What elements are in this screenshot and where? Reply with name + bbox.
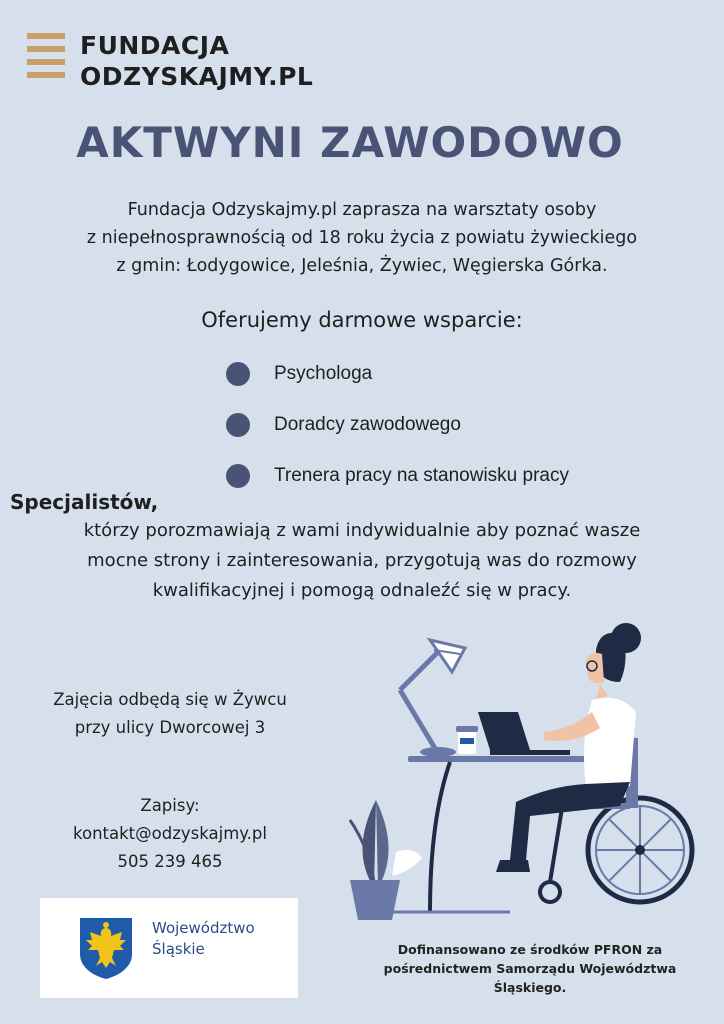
funding-line-3: Śląskiego. (493, 980, 567, 995)
contact-email[interactable]: kontakt@odzyskajmy.pl (73, 824, 267, 843)
specialists-line-3: kwalifikacyjnej i pomogą odnaleźć się w pracy. (152, 580, 572, 601)
specialists-heading: Specjalistów, (10, 490, 159, 514)
region-logo-box (40, 898, 298, 998)
support-item-label: Trenera pracy na stanowisku pracy (274, 465, 569, 486)
support-item-label: Psychologa (274, 363, 373, 384)
specialists-line-2: mocne strony i zainteresowania, przygotują was do rozmowy (87, 550, 637, 571)
intro-line-3: z gmin: Łodygowice, Jeleśnia, Żywiec, Węgierska Górka. (116, 256, 608, 276)
support-item-psychologist (226, 361, 372, 387)
contact-info (20, 792, 320, 876)
region-line-1: Województwo (152, 919, 255, 937)
eagle-crest-icon (78, 916, 134, 980)
venue-line-2: przy ulicy Dworcowej 3 (74, 718, 266, 737)
specialists-paragraph (20, 516, 704, 606)
logo-text (80, 30, 313, 92)
logo-line-2: ODZYSKAJMY.PL (80, 62, 314, 91)
contact-phone[interactable]: 505 239 465 (117, 852, 223, 871)
offer-heading: Oferujemy darmowe wsparcie: (201, 308, 523, 332)
funding-line-1: Dofinansowano ze środków PFRON za (397, 942, 663, 957)
intro-line-2: z niepełnosprawnością od 18 roku życia z powiatu żywieckiego (86, 228, 638, 248)
venue-info (20, 686, 320, 742)
venue-line-1: Zajęcia odbędą się w Żywcu (53, 690, 287, 709)
funding-note (360, 940, 700, 997)
page-title: AKTWYNI ZAWODOWO (76, 118, 624, 167)
logo-line-1: FUNDACJA (80, 31, 230, 60)
wheelchair-worker-illustration (330, 620, 710, 920)
desk-lamp-icon (400, 640, 465, 757)
intro-paragraph (20, 196, 704, 280)
contact-label: Zapisy: (140, 796, 200, 815)
specialists-line-1: którzy porozmawiają z wami indywidualnie aby poznać wasze (83, 520, 641, 541)
coffee-cup-icon (456, 726, 478, 754)
bullet-dot-icon (226, 464, 250, 488)
intro-line-1: Fundacja Odzyskajmy.pl zaprasza na warsztaty osoby (127, 200, 597, 220)
logo-mark (27, 33, 65, 89)
support-item-job-trainer (226, 463, 569, 489)
support-item-career-advisor (226, 412, 461, 438)
region-line-2: Śląskie (152, 940, 205, 958)
plant-icon (350, 800, 422, 920)
funding-line-2: pośrednictwem Samorządu Województwa (383, 961, 677, 976)
bullet-dot-icon (226, 362, 250, 386)
support-item-label: Doradcy zawodowego (274, 414, 461, 435)
bullet-dot-icon (226, 413, 250, 437)
region-name (152, 918, 255, 960)
